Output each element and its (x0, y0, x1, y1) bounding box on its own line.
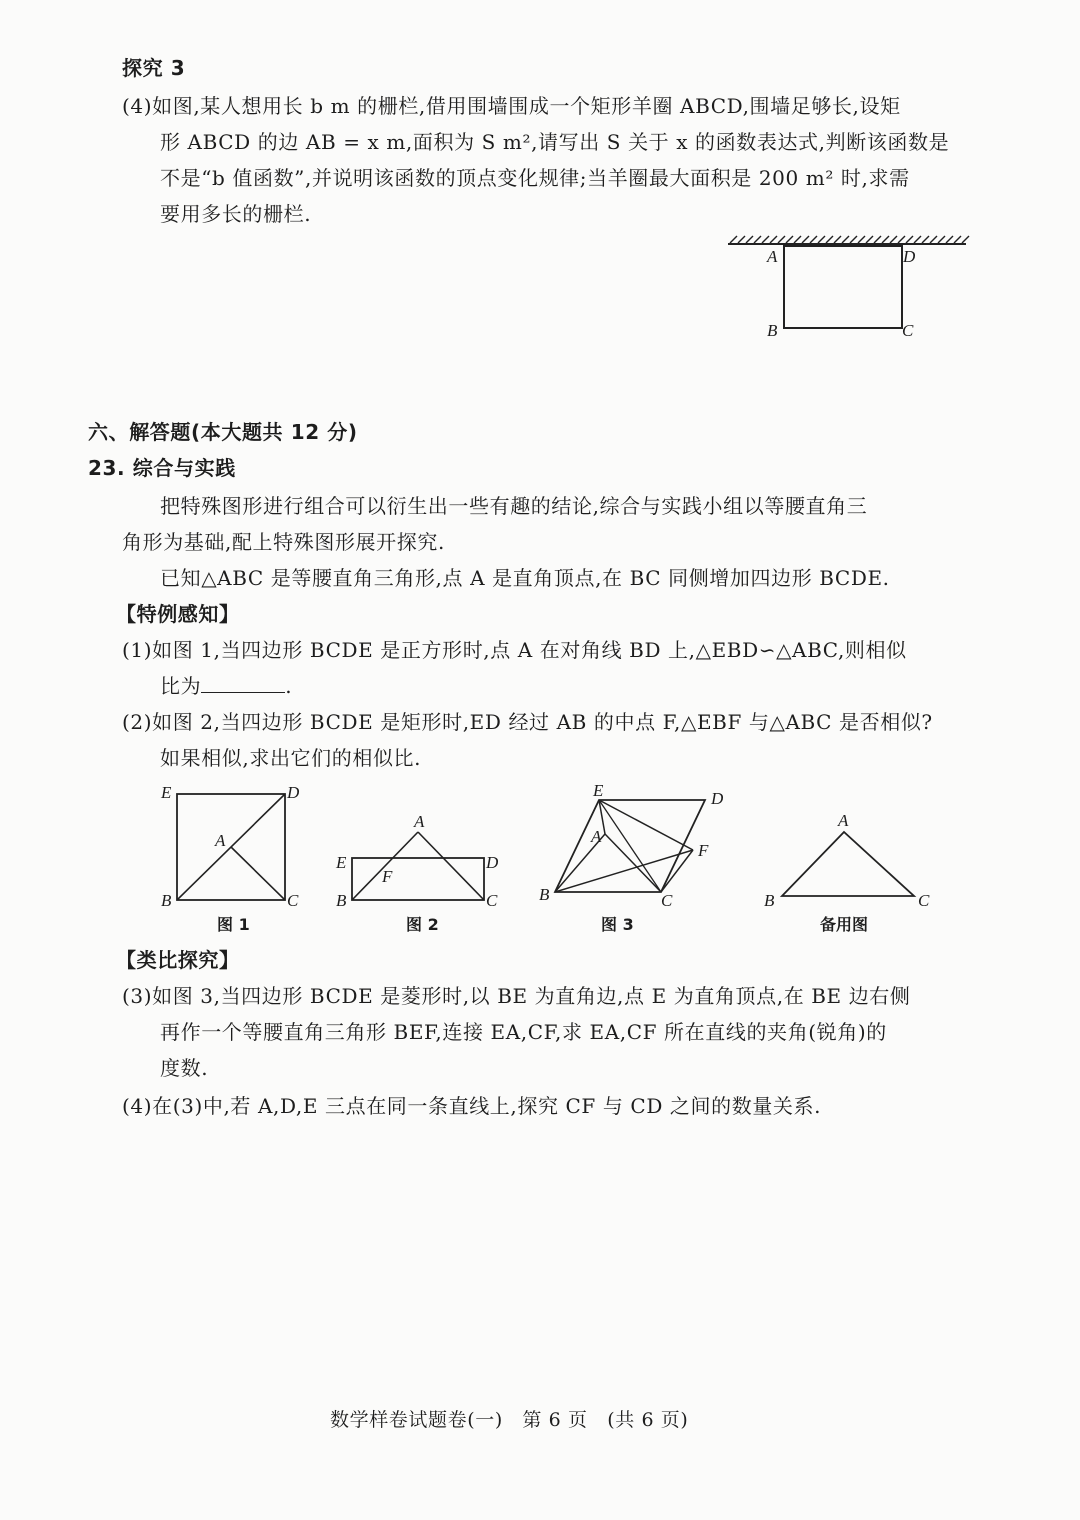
pen-label-b: B (767, 321, 778, 340)
q23-intro-3: 已知△ABC 是等腰直角三角形,点 A 是直角顶点,在 BC 同侧增加四边形 BCDE. (160, 566, 890, 590)
p3-line-1: (3)如图 3,当四边形 BCDE 是菱形时,以 BE 为直角边,点 E 为直角顶点,在 BE 边右侧 (122, 984, 911, 1008)
q4-line-3: 不是“b 值函数”,并说明该函数的顶点变化规律;当羊圈最大面积是 200 m² 时,求需 (160, 166, 910, 190)
pen-label-a: A (767, 247, 778, 266)
fig3-label-e: E (593, 781, 604, 800)
p1-ratio-suffix: . (285, 674, 293, 698)
hatch-mark (954, 236, 961, 243)
hatch-mark (930, 236, 937, 243)
p3-line-2: 再作一个等腰直角三角形 BEF,连接 EA,CF,求 EA,CF 所在直线的夹角(锐角)的 (160, 1020, 887, 1044)
fig1-label-a: A (215, 831, 226, 850)
pen-figure (720, 228, 980, 348)
spare-triangle (782, 832, 914, 896)
explore3-heading: 探究 3 (122, 56, 186, 80)
fig2-label-c: C (486, 891, 498, 910)
fig1-label-c: C (287, 891, 299, 910)
page-footer: 数学样卷试题卷(一) 第 6 页 (共 6 页) (330, 1409, 689, 1431)
p3-line-3: 度数. (160, 1056, 209, 1080)
figure-1 (155, 780, 305, 940)
p2-line-2: 如果相似,求出它们的相似比. (160, 746, 422, 770)
hatch-mark (738, 236, 745, 243)
fig1-label-d: D (287, 783, 300, 802)
q23-intro-2: 角形为基础,配上特殊图形展开探究. (122, 530, 445, 554)
p2-line-1: (2)如图 2,当四边形 BCDE 是矩形时,ED 经过 AB 的中点 F,△EBF 与△ABC 是否相似? (122, 710, 933, 734)
fig3-caption: 图 3 (601, 915, 634, 934)
fig3-label-c: C (661, 891, 673, 910)
hatch-mark (906, 236, 913, 243)
fig2-label-a: A (414, 812, 425, 831)
spare-caption: 备用图 (820, 915, 869, 934)
fig1-label-e: E (161, 783, 172, 802)
fig2-side-ab (352, 832, 418, 900)
hatch-mark (938, 236, 945, 243)
hatch-mark (922, 236, 929, 243)
figure-2 (332, 806, 512, 940)
section6-title: 六、解答题(本大题共 12 分) (88, 420, 358, 444)
fig3-segment-ec (599, 800, 661, 892)
p1-line-1: (1)如图 1,当四边形 BCDE 是正方形时,点 A 在对角线 BD 上,△EBD∽△ABC,则相似 (122, 638, 907, 662)
hatch-mark (882, 236, 889, 243)
hatch-mark (730, 236, 737, 243)
q4-line-1: (4)如图,某人想用长 b m 的栅栏,借用围墙围成一个矩形羊圈 ABCD,围墙足够长,设矩 (122, 94, 901, 118)
hatch-mark (962, 236, 969, 243)
q23-intro-1: 把特殊图形进行组合可以衍生出一些有趣的结论,综合与实践小组以等腰直角三 (160, 494, 868, 518)
hatch-mark (802, 236, 809, 243)
q23-title: 23. 综合与实践 (88, 456, 236, 480)
fig2-label-b: B (336, 891, 347, 910)
spare-label-c: C (918, 891, 930, 910)
special-case-heading: 【特例感知】 (116, 602, 240, 626)
hatch-mark (898, 236, 905, 243)
fig3-label-d: D (711, 789, 724, 808)
fig2-label-f: F (382, 867, 393, 886)
hatch-mark (826, 236, 833, 243)
fig2-label-e: E (336, 853, 347, 872)
pen-label-d: D (903, 247, 916, 266)
hatch-mark (914, 236, 921, 243)
q4-line-4: 要用多长的栅栏. (160, 202, 312, 226)
spare-label-b: B (764, 891, 775, 910)
hatch-mark (762, 236, 769, 243)
hatch-mark (842, 236, 849, 243)
p1-line-2 (160, 668, 292, 704)
fig2-label-d: D (486, 853, 499, 872)
pen-label-c: C (902, 321, 914, 340)
hatch-mark (850, 236, 857, 243)
hatch-mark (866, 236, 873, 243)
hatch-mark (746, 236, 753, 243)
analogy-heading: 【类比探究】 (116, 948, 240, 972)
hatch-mark (778, 236, 785, 243)
fig2-side-ac (418, 832, 484, 900)
wall-hatching (730, 236, 969, 243)
hatch-mark (874, 236, 881, 243)
fig3-label-f: F (698, 841, 709, 860)
hatch-mark (858, 236, 865, 243)
hatch-mark (946, 236, 953, 243)
fig3-label-a: A (591, 827, 602, 846)
p4-line: (4)在(3)中,若 A,D,E 三点在同一条直线上,探究 CF 与 CD 之间的数量关系. (122, 1094, 822, 1118)
hatch-mark (818, 236, 825, 243)
hatch-mark (890, 236, 897, 243)
hatch-mark (810, 236, 817, 243)
figure-3 (535, 780, 735, 940)
fig3-label-b: B (539, 885, 550, 904)
hatch-mark (770, 236, 777, 243)
q4-line-2: 形 ABCD 的边 AB = x m,面积为 S m²,请写出 S 关于 x 的函数表达式,判断该函数是 (160, 130, 950, 154)
hatch-mark (786, 236, 793, 243)
fig2-caption: 图 2 (406, 915, 439, 934)
pen-rectangle (784, 246, 902, 328)
hatch-mark (834, 236, 841, 243)
p1-ratio-prefix: 比为 (160, 674, 202, 698)
figure-spare (760, 806, 940, 940)
fig3-segment-cf (661, 850, 693, 892)
fig1-segment-ac (231, 847, 285, 900)
answer-blank (201, 670, 285, 693)
hatch-mark (794, 236, 801, 243)
hatch-mark (754, 236, 761, 243)
fig3-segment-bf (555, 850, 693, 892)
fig1-label-b: B (161, 891, 172, 910)
fig1-caption: 图 1 (217, 915, 250, 934)
spare-label-a: A (838, 811, 849, 830)
